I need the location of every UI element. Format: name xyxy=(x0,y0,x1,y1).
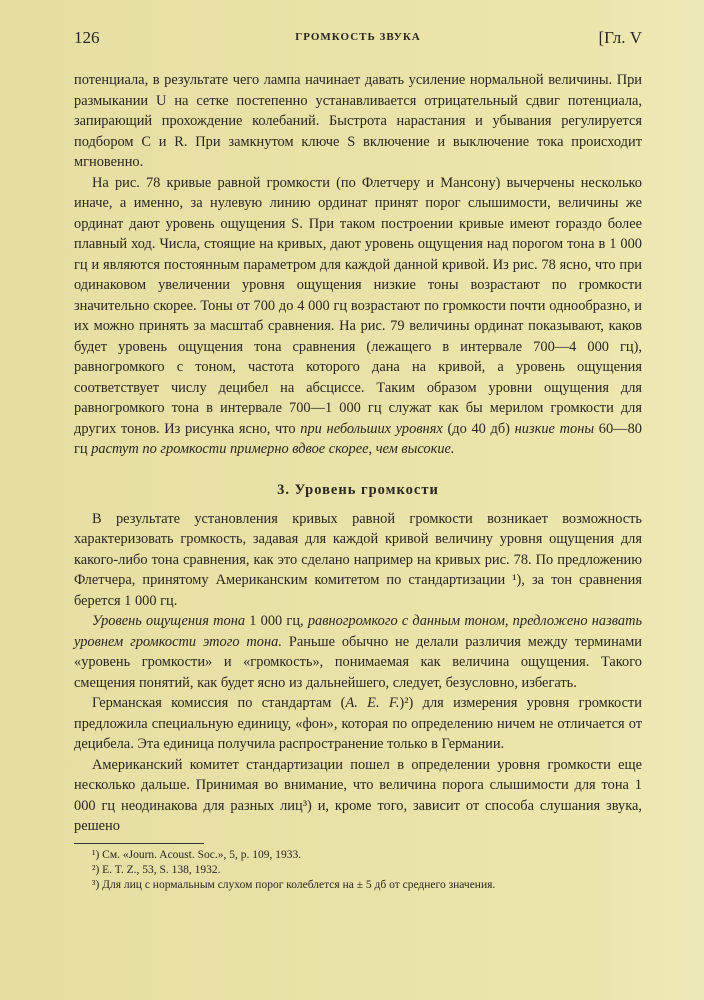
footnote-divider xyxy=(74,843,204,844)
running-title: ГРОМКОСТЬ ЗВУКА xyxy=(295,31,421,43)
page-header xyxy=(74,28,642,50)
footnote-2: ²) E. T. Z., 53, S. 138, 1932. xyxy=(92,863,221,876)
section-paragraph-1: В результате установления кривых равной громкости возникает возможность характеризовать громкость, задавая для каждой кривой величину уровня ощущения для какого-либо тона сравнения, как это сделано например на кривых рис. 78. По предложению Флетчера, принятому Американским комитетом по стандартизации ¹), за тон сравнения берется 1 000 гц. xyxy=(74,510,642,609)
chapter-label: [Гл. V xyxy=(598,28,642,47)
footnote-1: ¹) См. «Journ. Acoust. Soc.», 5, p. 109, 1933. xyxy=(92,848,302,861)
section-paragraph-4: Американский комитет стандартизации пошел в определении уровня громкости еще несколько дальше. Принимая во внимание, что величина порога слышимости для тона 1 000 гц неодинакова для разных лиц³) и, кроме того, зависит от способа слушания звука, решено xyxy=(74,756,642,834)
paragraph-fig78: На рис. 78 кривые равной громкости (по Флетчеру и Мансону) вычерчены несколько иначе, а именно, за нулевую линию ординат принят порог слышимости, величины же ординат дают уровень ощущения S. При таком построении кривые имеют гораздо более плавный ход. Числа, стоящие на кривых, дают уровень ощущения над порогом тона в 1 000 гц и являются постоянным параметром для каждой данной кривой. Из рис. 78 ясно, что при одинаковом увеличении уровня ощущения низкие тоны возрастают по громкости значительно скорее. Тоны от 700 до 4 000 гц возрастают по громкости почти однообразно, и их можно принять за масштаб сравнения. На рис. 79 величины ординат показывают, каков будет уровень ощущения тона сравнения (лежащего в интервале 700—4 000 гц), равногромкого с тоном, частота которого дана на кривой, а уровень ощущения соответствует числу децибел на абсциссе. Таким образом уровни ощущения для равногромкого тона в интервале 700—1 000 гц служат как бы мерилом громкости для других тонов. Из рисунка ясно, что при небольших уровнях (до 40 дб) низкие тоны 60—80 гц растут по громкости примерно вдвое скорее, чем высокие. xyxy=(74,174,642,457)
page-number: 126 xyxy=(74,28,100,47)
section-paragraph-2: Уровень ощущения тона 1 000 гц, равногромкого с данным тоном, предложено назвать уровнем громкости этого тона. Раньше обычно не делали различия между терминами «уровень громкости» и «громкость», понимаемая как величина ощущения. Такого смещения понятий, как будет ясно из дальнейшего, следует, безусловно, избегать. xyxy=(74,613,643,691)
section-heading: 3. Уровень громкости xyxy=(277,481,439,498)
section-paragraph-3: Германская комиссия по стандартам (A. E. F.)²) для измерения уровня громкости предложила специальную единицу, «фон», которая по определению ничем не отличается от децибела. Эта единица получила распространение только в Германии. xyxy=(74,695,642,752)
book-page xyxy=(74,28,642,893)
paragraph-continuation: потенциала, в результате чего лампа начинает давать усиление нормальной величины. При размыкании U на сетке постепенно устанавливается отрицательный сдвиг потенциала, запирающий прохождение колебаний. Быстрота нарастания и убывания регулируется подбором C и R. При замкнутом ключе S включение и выключение тока происходит мгновенно. xyxy=(74,72,642,170)
footnote-3: ³) Для лиц с нормальным слухом порог колеблется на ± 5 дб от среднего значения. xyxy=(92,878,496,891)
